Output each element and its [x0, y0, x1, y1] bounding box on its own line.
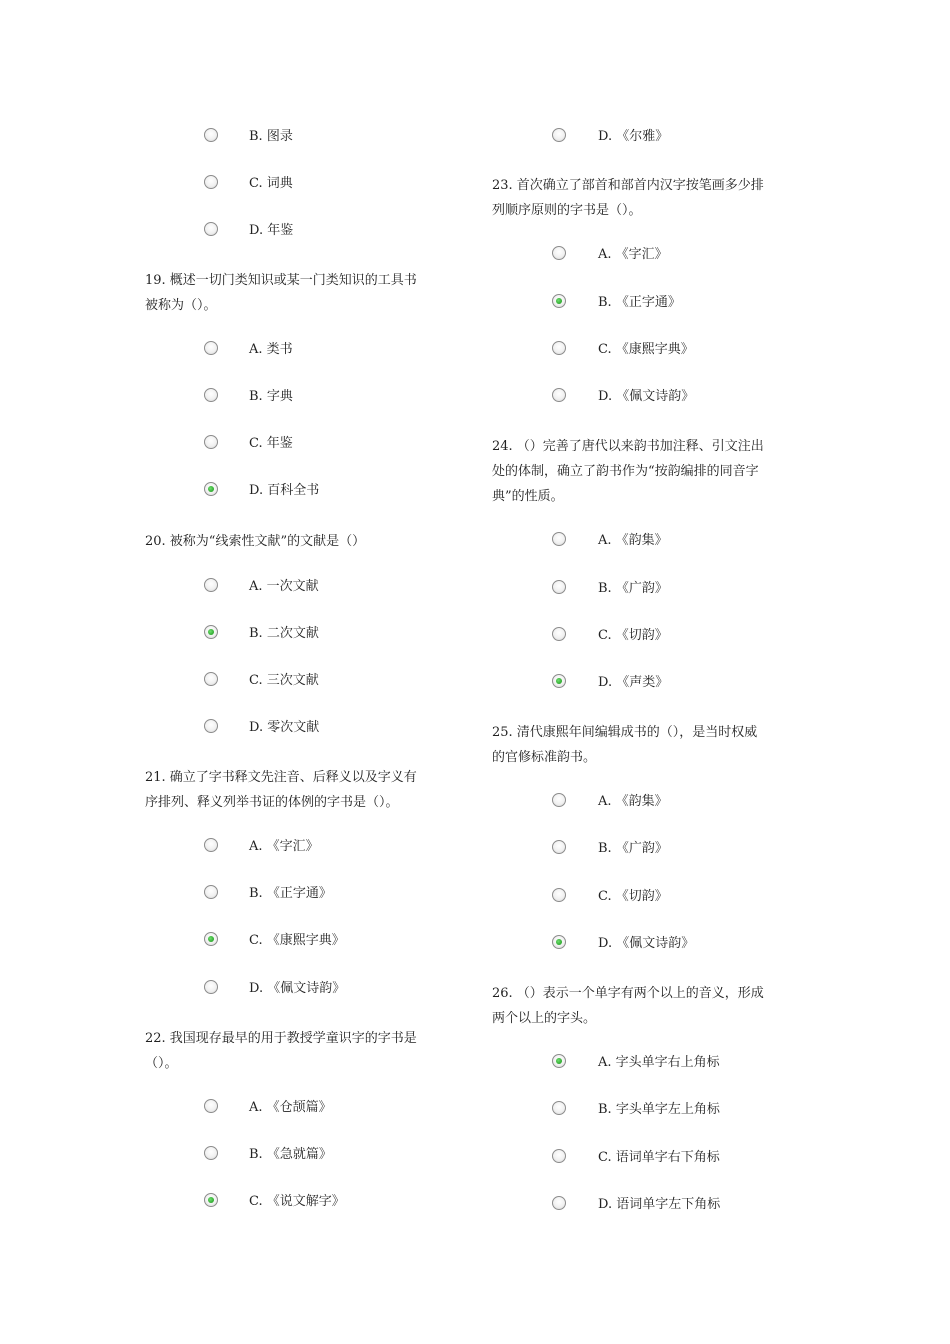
option-label: A. 《韵集》 — [598, 794, 668, 809]
option-label: D. 《佩文诗韵》 — [598, 389, 695, 404]
radio-button[interactable] — [552, 793, 566, 807]
q26-option[interactable] — [552, 1196, 768, 1220]
radio-button[interactable] — [204, 625, 218, 639]
q25-option[interactable] — [552, 840, 768, 864]
q25-option[interactable] — [552, 935, 768, 959]
q24-text-line: 24. （）完善了唐代以来韵书加注释、引文注出 — [492, 439, 764, 454]
q18-option[interactable] — [204, 175, 419, 199]
q26-text-line: 26. （）表示一个单字有两个以上的音义，形成 — [492, 986, 764, 1001]
q22-text-line: 22. 我国现存最早的用于教授学童识字的字书是 — [145, 1031, 417, 1046]
radio-button[interactable] — [552, 341, 566, 355]
option-label: D. 百科全书 — [249, 483, 320, 498]
radio-button[interactable] — [552, 1196, 566, 1210]
q19-option[interactable] — [204, 341, 419, 365]
q23-option[interactable] — [552, 294, 768, 318]
q25-text-line: 的官修标准韵书。 — [492, 750, 597, 765]
option-label: D. 《佩文诗韵》 — [598, 936, 695, 951]
q22-option[interactable] — [552, 128, 768, 152]
radio-button[interactable] — [552, 627, 566, 641]
option-label: C. 《说文解字》 — [249, 1194, 345, 1209]
q23-text-line: 列顺序原则的字书是（）。 — [492, 203, 642, 218]
radio-button[interactable] — [204, 341, 218, 355]
q20-text-line: 20. 被称为“线索性文献”的文献是（） — [145, 534, 366, 549]
option-label: D. 年鉴 — [249, 223, 294, 238]
option-label: D. 零次文献 — [249, 720, 320, 735]
q22-text-line: （）。 — [145, 1056, 178, 1071]
option-label: C. 《康熙字典》 — [598, 342, 694, 357]
radio-button[interactable] — [204, 885, 218, 899]
q26-text-line: 两个以上的字头。 — [492, 1011, 597, 1026]
q18-option[interactable] — [204, 222, 419, 246]
q19-option[interactable] — [204, 435, 419, 459]
q19-text-line: 被称为（）。 — [145, 298, 217, 313]
option-label: B. 《正字通》 — [598, 295, 681, 310]
radio-button[interactable] — [204, 175, 218, 189]
option-label: D. 语词单字左下角标 — [598, 1197, 721, 1212]
option-label: B. 图录 — [249, 129, 293, 144]
q19-text-line: 19. 概述一切门类知识或某一门类知识的工具书 — [145, 273, 417, 288]
q23-option[interactable] — [552, 341, 768, 365]
option-label: C. 三次文献 — [249, 673, 319, 688]
option-label: C. 词典 — [249, 176, 293, 191]
q18-option[interactable] — [204, 128, 419, 152]
radio-button[interactable] — [204, 1193, 218, 1207]
option-label: B. 《广韵》 — [598, 581, 668, 596]
option-label: D. 《声类》 — [598, 675, 669, 690]
q25-option[interactable] — [552, 888, 768, 912]
radio-button[interactable] — [204, 838, 218, 852]
option-label: B. 《广韵》 — [598, 841, 668, 856]
radio-button[interactable] — [552, 388, 566, 402]
radio-button[interactable] — [552, 1101, 566, 1115]
q21-option[interactable] — [204, 838, 419, 862]
q22-option[interactable] — [204, 1099, 419, 1123]
q26-option[interactable] — [552, 1149, 768, 1173]
option-label: C. 语词单字右下角标 — [598, 1150, 720, 1165]
option-label: B. 字典 — [249, 389, 293, 404]
radio-button[interactable] — [204, 932, 218, 946]
option-label: B. 字头单字左上角标 — [598, 1102, 720, 1117]
q21-text-line: 21. 确立了字书释文先注音、后释义以及字义有 — [145, 770, 417, 785]
option-label: A. 一次文献 — [249, 579, 319, 594]
q22-option[interactable] — [204, 1146, 419, 1170]
option-label: D. 《佩文诗韵》 — [249, 981, 346, 996]
q20-option[interactable] — [204, 578, 419, 602]
radio-button[interactable] — [552, 532, 566, 546]
option-label: D. 《尔雅》 — [598, 129, 669, 144]
radio-button[interactable] — [552, 674, 566, 688]
q26-option[interactable] — [552, 1054, 768, 1078]
q24-option[interactable] — [552, 627, 768, 651]
option-label: A. 《字汇》 — [249, 839, 319, 854]
radio-button[interactable] — [552, 1054, 566, 1068]
q21-option[interactable] — [204, 980, 419, 1004]
radio-button[interactable] — [552, 294, 566, 308]
radio-button[interactable] — [204, 672, 218, 686]
option-label: A. 字头单字右上角标 — [598, 1055, 720, 1070]
option-label: C. 《康熙字典》 — [249, 933, 345, 948]
option-label: A. 《韵集》 — [598, 533, 668, 548]
radio-button[interactable] — [204, 388, 218, 402]
q24-option[interactable] — [552, 674, 768, 698]
q23-option[interactable] — [552, 388, 768, 412]
radio-button[interactable] — [204, 1099, 218, 1113]
option-label: A. 《仓颉篇》 — [249, 1100, 332, 1115]
q20-option[interactable] — [204, 625, 419, 649]
option-label: C. 年鉴 — [249, 436, 293, 451]
option-label: C. 《切韵》 — [598, 889, 668, 904]
radio-button[interactable] — [204, 578, 218, 592]
q24-text-line: 典”的性质。 — [492, 489, 564, 504]
q19-option[interactable] — [204, 482, 419, 506]
radio-button[interactable] — [204, 128, 218, 142]
q25-text-line: 25. 清代康熙年间编辑成书的（），是当时权威 — [492, 725, 758, 740]
radio-button[interactable] — [204, 482, 218, 496]
q21-text-line: 序排列、释义列举书证的体例的字书是（）。 — [145, 795, 399, 810]
radio-button[interactable] — [552, 246, 566, 260]
option-label: A. 类书 — [249, 342, 293, 357]
radio-button[interactable] — [552, 888, 566, 902]
q26-option[interactable] — [552, 1101, 768, 1125]
radio-button[interactable] — [204, 435, 218, 449]
radio-button[interactable] — [204, 980, 218, 994]
q23-text-line: 23. 首次确立了部首和部首内汉字按笔画多少排 — [492, 178, 764, 193]
option-label: C. 《切韵》 — [598, 628, 668, 643]
radio-button[interactable] — [552, 580, 566, 594]
q24-option[interactable] — [552, 580, 768, 604]
q24-option[interactable] — [552, 532, 768, 556]
option-label: B. 《急就篇》 — [249, 1147, 332, 1162]
radio-button[interactable] — [204, 222, 218, 236]
option-label: B. 《正字通》 — [249, 886, 332, 901]
q21-option[interactable] — [204, 885, 419, 909]
radio-button[interactable] — [204, 1146, 218, 1160]
radio-button[interactable] — [552, 840, 566, 854]
q23-option[interactable] — [552, 246, 768, 270]
q21-option[interactable] — [204, 932, 419, 956]
q19-option[interactable] — [204, 388, 419, 412]
q25-option[interactable] — [552, 793, 768, 817]
q20-option[interactable] — [204, 719, 419, 743]
option-label: B. 二次文献 — [249, 626, 319, 641]
option-label: A. 《字汇》 — [598, 247, 668, 262]
q20-option[interactable] — [204, 672, 419, 696]
q22-option[interactable] — [204, 1193, 419, 1217]
radio-button[interactable] — [204, 719, 218, 733]
radio-button[interactable] — [552, 935, 566, 949]
radio-button[interactable] — [552, 128, 566, 142]
q24-text-line: 处的体制，确立了韵书作为“按韵编排的同音字 — [492, 464, 759, 479]
radio-button[interactable] — [552, 1149, 566, 1163]
